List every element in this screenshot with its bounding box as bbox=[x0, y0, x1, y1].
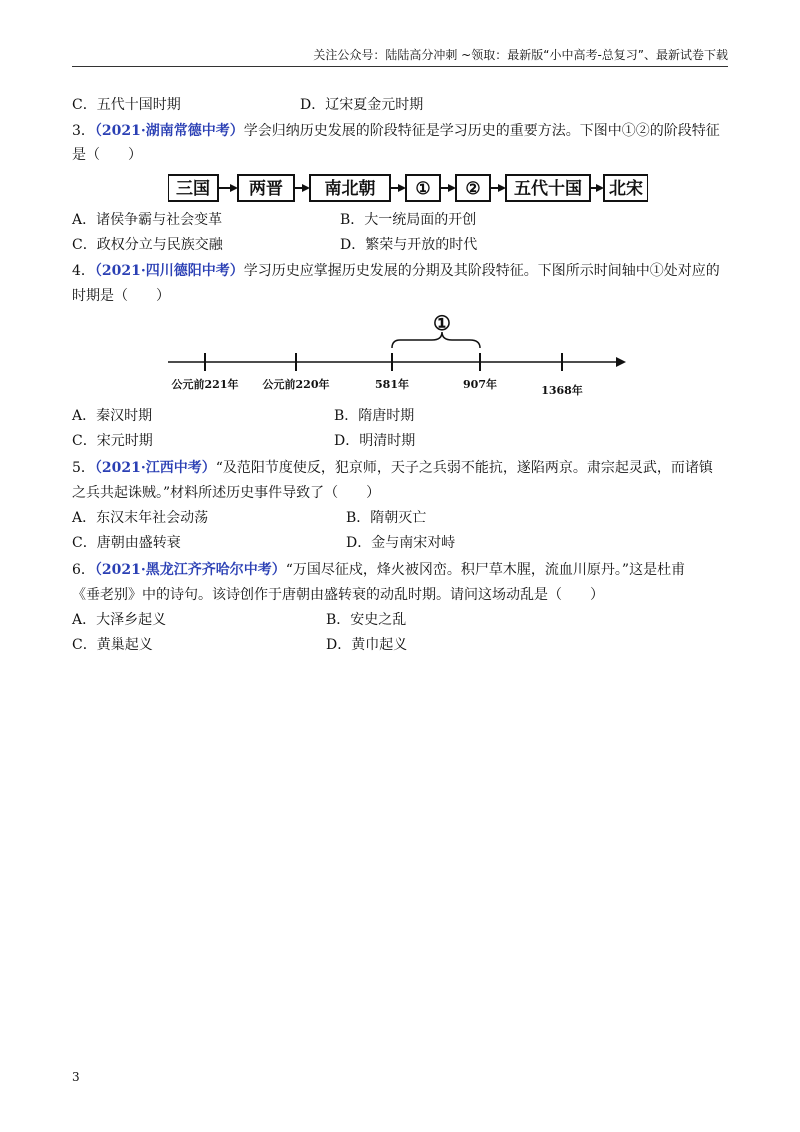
q6-stem-text: “万国尽征戍，烽火被冈峦。积尸草木腥，流血川原丹。”这是杜甫 bbox=[285, 562, 686, 578]
q6-stem-line1 bbox=[72, 560, 685, 580]
q3-stem-text: 学会归纳历史发展的阶段特征是学习历史的重要方法。下图中①②的阶段特征 bbox=[243, 123, 720, 139]
arrow-icon bbox=[302, 184, 310, 192]
q5-option-d: D．金与南宋对峙 bbox=[346, 535, 456, 551]
q6-option-d: D．黄巾起义 bbox=[326, 637, 408, 653]
tick-label-2: 公元前220年 bbox=[262, 378, 330, 391]
q6-option-c: C．黄巢起义 bbox=[72, 637, 153, 653]
q4-stem-line2: 时期是（ ） bbox=[72, 288, 170, 304]
tick-label-3: 581年 bbox=[375, 378, 409, 391]
page-number: 3 bbox=[72, 1070, 80, 1084]
q6-stem-line2: 《垂老别》中的诗句。该诗创作于唐朝由盛转衰的动乱时期。请问这场动乱是（ ） bbox=[72, 587, 604, 603]
q3-flow-diagram bbox=[168, 170, 648, 206]
q3-option-c: C．政权分立与民族交融 bbox=[72, 237, 223, 253]
flow-label-2: 两晋 bbox=[249, 179, 283, 199]
q4-stem-line1 bbox=[72, 261, 720, 281]
arrow-icon bbox=[448, 184, 456, 192]
flow-label-1: 三国 bbox=[176, 179, 210, 199]
arrow-icon bbox=[230, 184, 238, 192]
q5-number: 5． bbox=[72, 460, 95, 476]
tick-label-5: 1368年 bbox=[541, 384, 583, 397]
q4-option-a: A．秦汉时期 bbox=[72, 408, 153, 424]
q3-stem-line2: 是（ ） bbox=[72, 147, 142, 163]
q4-option-d: D．明清时期 bbox=[334, 433, 416, 449]
q5-option-b: B．隋朝灭亡 bbox=[346, 510, 427, 526]
flow-label-7: 北宋 bbox=[609, 179, 643, 199]
q2-option-c: C．五代十国时期 bbox=[72, 97, 181, 113]
q6-option-b: B．安史之乱 bbox=[326, 612, 407, 628]
q5-stem-text: “及范阳节度使反，犯京师，天子之兵弱不能抗，遂陷两京。肃宗起灵武，而诸镇 bbox=[215, 460, 713, 476]
arrow-icon bbox=[616, 357, 626, 367]
flow-label-3: 南北朝 bbox=[324, 179, 376, 199]
q6-option-a: A．大泽乡起义 bbox=[72, 612, 167, 628]
q4-source: （2021·四川德阳中考） bbox=[94, 263, 244, 279]
q3-number: 3． bbox=[72, 123, 95, 139]
timeline-marker: ① bbox=[433, 311, 451, 335]
arrow-icon bbox=[498, 184, 506, 192]
q5-option-a: A．东汉末年社会动荡 bbox=[72, 510, 209, 526]
flow-label-4: ① bbox=[415, 179, 431, 199]
tick-label-4: 907年 bbox=[463, 378, 497, 391]
q3-option-a: A．诸侯争霸与社会变革 bbox=[72, 212, 223, 228]
arrow-icon bbox=[596, 184, 604, 192]
flow-label-5: ② bbox=[465, 179, 481, 199]
arrow-icon bbox=[398, 184, 406, 192]
q5-option-c: C．唐朝由盛转衰 bbox=[72, 535, 181, 551]
q4-stem-text: 学习历史应掌握历史发展的分期及其阶段特征。下图所示时间轴中①处对应的 bbox=[243, 263, 720, 279]
flow-label-6: 五代十国 bbox=[514, 179, 582, 199]
q6-number: 6． bbox=[72, 562, 95, 578]
q3-source: （2021·湖南常德中考） bbox=[94, 123, 244, 139]
q4-option-b: B．隋唐时期 bbox=[334, 408, 415, 424]
page-header: 关注公众号：陆陆高分冲刺 ~领取：最新版“小中高考-总复习”、最新试卷下载 bbox=[72, 46, 728, 67]
q4-option-c: C．宋元时期 bbox=[72, 433, 153, 449]
q5-stem-line1 bbox=[72, 458, 713, 478]
q4-number: 4． bbox=[72, 263, 95, 279]
q2-option-d: D．辽宋夏金元时期 bbox=[300, 97, 424, 113]
q3-option-b: B．大一统局面的开创 bbox=[340, 212, 477, 228]
q5-source: （2021·江西中考） bbox=[94, 460, 216, 476]
q3-stem-line1 bbox=[72, 121, 720, 141]
q5-stem-line2: 之兵共起诛贼。”材料所述历史事件导致了（ ） bbox=[72, 485, 381, 501]
q6-source: （2021·黑龙江齐齐哈尔中考） bbox=[94, 562, 286, 578]
q3-option-d: D．繁荣与开放的时代 bbox=[340, 237, 478, 253]
q4-timeline bbox=[160, 304, 640, 402]
tick-label-1: 公元前221年 bbox=[171, 378, 239, 391]
